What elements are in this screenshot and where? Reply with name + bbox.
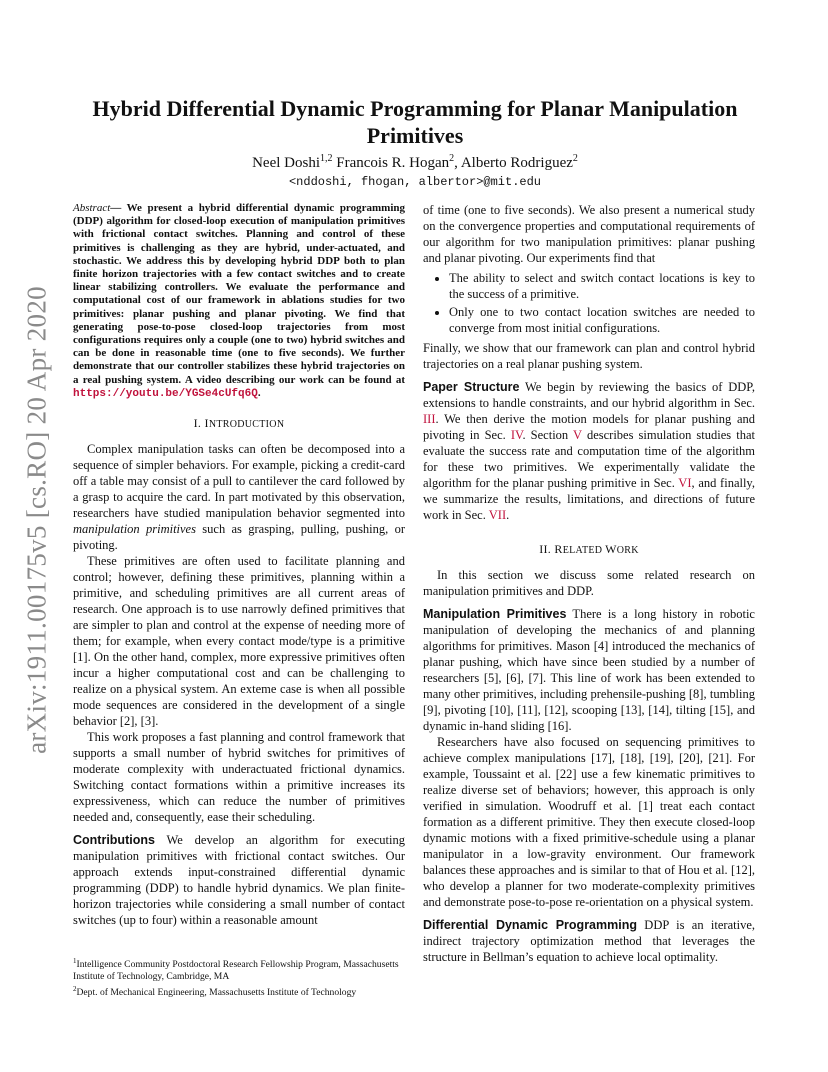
- footnote-1: $^1$Intelligence Community Postdoctoral Research Fellowship Program, Massachusetts Institute of Technology, Cambridge, MA: [73, 957, 399, 983]
- arxiv-stamp: [22, 285, 52, 755]
- manipulation-primitives-lead: Manipulation Primitives: [423, 607, 567, 621]
- finally-paragraph: Finally, we show that our framework can plan and control hybrid trajectories on a real planar pushing system.: [423, 341, 755, 371]
- section-ref[interactable]: IV: [510, 428, 523, 442]
- right-column: [423, 202, 755, 965]
- findings-list: [423, 270, 755, 336]
- intro-paragraph-2: These primitives are often used to facilitate planning and control; however, defining these primitives, planning within a primitive, and scheduling primitives are all current areas of research. One approach is to use narrowly defined primitives that are simpler to plan and control at the expense of needing more of them; for example, when every contact mode/type is a primitive [1]. On the other hand, complex, more expressive primitives often incur a higher computational cost and can be challenging to realize on a physical system. An exteme case is when all possible mode sequences are considered in the development of a single behavior [2], [3].: [73, 554, 405, 729]
- author-2-affil: 2: [449, 153, 455, 164]
- section-ref[interactable]: VII: [488, 508, 507, 522]
- paper-structure-lead: Paper Structure: [423, 380, 520, 394]
- section-heading-related-work: II. RELATED WORK: [539, 542, 639, 556]
- related-work-intro: In this section we discuss some related research on manipulation primitives and DDP.: [423, 568, 755, 598]
- section-ref[interactable]: VI: [678, 476, 692, 490]
- section-heading-introduction: I. INTRODUCTION: [193, 416, 285, 431]
- author-list: [70, 153, 760, 172]
- left-column: [73, 202, 405, 928]
- arxiv-id: arXiv:1911.00175v5 [cs.RO] 20 Apr 2020: [21, 286, 52, 754]
- paper-title: Hybrid Differential Dynamic Programming for Planar Manipulation Primitives: [92, 96, 738, 148]
- contributions-paragraph: Contributions We develop an algorithm for executing manipulation primitives with frictional contact switches. Our approach extends input-constrained differential dynamic programming (DDP) to handle hybrid dynamics. We plan finite-horizon trajectories while considering a small number of contact switches (up to four) within a reasonable amount: [73, 833, 405, 928]
- intro-paragraph-1: Complex manipulation tasks can often be decomposed into a sequence of simpler behaviors. For example, picking a credit-card off a table may consist of a pull to cantilever the card followed by a grasp to acquire the card. In part motivated by this observation, researchers have studied manipulation behavior segmented into manipulation primitives such as grasping, pulling, pushing, or pivoting.: [73, 442, 405, 553]
- author-3-affil: 2: [572, 153, 578, 164]
- contributions-lead: Contributions: [73, 833, 155, 848]
- finding-item: • Only one to two contact location switches are needed to converge from most initial configurations.: [449, 304, 755, 336]
- author-2: Francois R. Hogan: [332, 155, 450, 171]
- author-3: , Alberto Rodriguez: [454, 155, 573, 171]
- section-ref[interactable]: V: [573, 428, 582, 442]
- ddp-lead: Differential Dynamic Programming: [423, 918, 637, 932]
- footnotes: [73, 955, 405, 999]
- video-link[interactable]: https://youtu.be/YGSe4cUfq6Q: [73, 387, 258, 400]
- author-emails: <nddoshi, fhogan, albertor>@mit.edu: [288, 175, 542, 189]
- author-1: Neel Doshi: [252, 155, 320, 171]
- manipulation-primitives-paragraph: Manipulation Primitives There is a long history in robotic manipulation of developing the mechanics of and planning algorithms for primitives. Mason [4] introduced the mechanics of planar pushing, which have since been studied by a number of researchers [5], [6], [7]. This line of work has been extended to many other primitives, including prehensile-pushing [8], tumbling [9], pivoting [10], [11], [12], scooping [13], [14], tilting [15], and dynamic in-hand sliding [16].: [423, 607, 755, 733]
- author-1-affil: 1,2: [320, 153, 333, 164]
- sequencing-paragraph: Researchers have also focused on sequencing primitives to achieve complex manipulations [17], [18], [19], [20], [21]. For example, Toussaint et al. [22] use a few kinematic primitives to realize diverse set of behaviors; however, this approach is only verified in simulation. Woodruff et al. [1] treat each contact formation as a different primitive. They then execute closed-loop dynamic motions with a fixed primitive-schedule using a planar manipulator in a low-gravity environment. Our framework balances these approaches and is similar to that of Hou et al. [12], who develop a planner for two moderate-complexity primitives and demonstrate pose-to-pose re-orientation on a physical system.: [423, 735, 755, 909]
- finding-item: • The ability to select and switch contact locations is key to the success of a primitive.: [449, 270, 755, 302]
- abstract: Abstract— We present a hybrid differential dynamic programming (DDP) algorithm for closed-loop execution of manipulation primitives with frictional contact switches. Planning and control of these primitives is challenging as they are hybrid, under-actuated, and stochastic. We address this by developing hybrid DDP both to plan finite horizon trajectories with a few contact switches and to create linear stabilizing controllers. We evaluate the performance and computational cost of our framework in ablations studies for two primitives: planar pushing and planar pivoting. We find that generating pose-to-pose closed-loop trajectories from most configurations requires only a couple (one to two) hybrid switches and can be done in reasonable time (one to five seconds). We further demonstrate that our controller stabilizes these hybrid trajectories on a real pushing system. A video describing our work can be found at https://youtu.be/YGSe4cUfq6Q.: [73, 202, 405, 400]
- intro-paragraph-3: This work proposes a fast planning and control framework that supports a small number of hybrid switches for primitives of moderate complexity with underactuated frictional dynamics. Switching contact formations within a primitive increases its expressiveness, which can reduce the number of primitives needed and, consequently, ease their scheduling.: [73, 730, 405, 825]
- footnote-2: $^2$Dept. of Mechanical Engineering, Massachusetts Institute of Technology: [73, 985, 357, 999]
- ddp-paragraph: Differential Dynamic Programming DDP is an iterative, indirect trajectory optimization method that leverages the structure in Bellman’s equation to achieve local optimality.: [423, 918, 755, 964]
- abstract-label: Abstract: [73, 202, 111, 214]
- findings-intro: of time (one to five seconds). We also present a numerical study on the convergence properties and computational requirements of our algorithm for two manipulation primitives: planar pushing and planar pivoting. Our experiments find that: [423, 203, 755, 265]
- section-ref[interactable]: III: [423, 412, 436, 426]
- abstract-text: — We present a hybrid differential dynamic programming (DDP) algorithm for closed-loop execution of manipulation primitives with frictional contact switches. Planning and control of these primitives is challenging as they are hybrid, under-actuated, and stochastic. We address this by developing hybrid DDP both to plan finite horizon trajectories with a few contact switches and to create linear stabilizing controllers. We evaluate the performance and computational cost of our framework in ablations studies for two primitives: planar pushing and planar pivoting. We find that generating pose-to-pose closed-loop trajectories from most configurations requires only a couple (one to two) hybrid switches and can be done in reasonable time (one to five seconds). We further demonstrate that our controller stabilizes these hybrid trajectories on a real pushing system. A video describing our work can be found at: [73, 202, 405, 386]
- paper-header: [70, 95, 760, 189]
- paper-structure-paragraph: Paper Structure We begin by reviewing the basics of DDP, extensions to handle constraints, and our hybrid algorithm in Sec. III. We then derive the motion models for planar pushing and pivoting in Sec. IV. Section V describes simulation studies that evaluate the success rate and computation time of the algorithm for these two primitives. We experimentally validate the algorithm for the planar pushing primitive in Sec. VI, and finally, we summarize the results, limitations, and directions of future work in Sec. VII.: [423, 380, 755, 522]
